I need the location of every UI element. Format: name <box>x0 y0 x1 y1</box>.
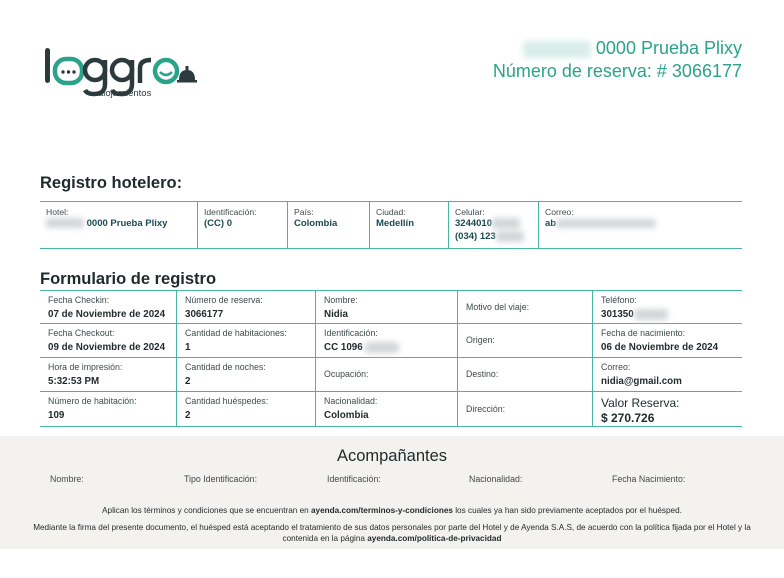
terms-text-end: los cuales ya han sido previamente aceptados por el huésped. <box>452 506 682 515</box>
privacy-link[interactable]: ayenda.com/politica-de-privacidad <box>367 533 502 543</box>
identificacion-label: Identificación: <box>204 207 257 217</box>
form-label: Número de habitación: <box>48 396 137 406</box>
form-label: Cantidad de noches: <box>185 362 266 372</box>
privacy-text: Mediante la firma del presente documento, el huésped está aceptando el tratamiento de sus datos personales por parte del Hotel y de Ayenda S.A.S, de acuerdo con la política fijada por el Hotel y la contenida en la página <box>33 523 751 543</box>
redacted-block <box>492 218 520 229</box>
ciudad-label: Ciudad: <box>376 207 406 217</box>
formulario-table <box>40 290 742 427</box>
form-cell-hora-impresion <box>40 358 177 392</box>
form-value: 2 <box>185 410 191 421</box>
celular-value: 3244010 <box>455 218 492 229</box>
form-label: Motivo del viaje: <box>466 301 530 312</box>
valor-reserva-value: $ 270.726 <box>601 411 655 425</box>
form-cell-origen <box>458 324 593 358</box>
form-cell-cantidad-huespedes <box>177 392 316 427</box>
pais-label: País: <box>294 207 314 217</box>
form-value: 109 <box>48 410 65 421</box>
form-label: Dirección: <box>466 403 506 414</box>
header-hotel-name: 0000 Prueba Plixy <box>595 38 742 58</box>
form-value: 06 de Noviembre de 2024 <box>601 342 719 353</box>
form-value: Nidia <box>324 309 348 320</box>
privacy-notice <box>30 523 754 544</box>
hotel-cell <box>40 202 198 248</box>
form-value: 2 <box>185 376 191 387</box>
form-cell-motivo-viaje <box>458 291 593 324</box>
acomp-col-nombre: Nombre: <box>50 474 84 484</box>
loggro-logo <box>42 44 212 100</box>
form-label: Cantidad de habitaciones: <box>185 328 287 338</box>
acompanantes-section <box>0 436 784 549</box>
correo-cell <box>539 202 742 248</box>
reservation-header <box>493 37 742 83</box>
acompanantes-title: Acompañantes <box>336 447 448 465</box>
form-value: 09 de Noviembre de 2024 <box>48 342 166 353</box>
form-value: 301350 <box>601 309 634 320</box>
redacted-block <box>523 41 591 58</box>
form-value: nidia@gmail.com <box>601 376 682 387</box>
acomp-col-tipo-identificacion: Tipo Identificación: <box>184 474 258 484</box>
form-value: Colombia <box>324 410 369 421</box>
form-cell-fecha-checkout <box>40 324 177 358</box>
form-label: Valor Reserva: <box>601 396 680 410</box>
form-cell-valor-reserva <box>593 392 742 427</box>
logo-subtitle: alojamientos <box>98 88 152 99</box>
form-label: Origen: <box>466 335 495 345</box>
form-cell-fecha-nacimiento <box>593 324 742 358</box>
terms-notice <box>30 506 754 517</box>
correo-label: Correo: <box>545 207 574 217</box>
form-cell-nombre <box>316 291 458 324</box>
form-cell-destino <box>458 358 593 392</box>
form-cell-cantidad-habitaciones <box>177 324 316 358</box>
terms-link[interactable]: ayenda.com/terminos-y-condiciones <box>310 506 453 515</box>
form-label: Ocupación: <box>324 369 369 379</box>
form-label: Número de reserva: <box>185 295 263 305</box>
hotel-value: 0000 Prueba Plixy <box>86 218 168 229</box>
form-cell-fecha-checkin <box>40 291 177 324</box>
form-cell-telefono <box>593 291 742 324</box>
hotel-label: Hotel: <box>46 207 69 217</box>
registro-hotelero-title: Registro hotelero: <box>40 174 183 192</box>
form-value: 1 <box>185 342 191 353</box>
form-cell-cantidad-noches <box>177 358 316 392</box>
form-label: Fecha Checkout: <box>48 328 115 338</box>
form-label: Hora de impresión: <box>48 362 123 372</box>
formulario-title: Formulario de registro <box>40 270 217 288</box>
loggro-logo-mark <box>42 44 212 100</box>
form-label: Fecha de nacimiento: <box>601 328 686 338</box>
form-value: 3066177 <box>185 309 224 320</box>
acomp-col-nacionalidad: Nacionalidad: <box>469 474 523 484</box>
celular-label: Celular: <box>455 207 485 217</box>
form-label: Nacionalidad: <box>324 396 378 406</box>
form-label: Cantidad huéspedes: <box>185 396 269 406</box>
identificacion-value: (CC) 0 <box>204 218 232 229</box>
redacted-block <box>496 231 524 242</box>
form-cell-direccion <box>458 392 593 427</box>
redacted-block <box>365 342 399 353</box>
form-value: 5:32:53 PM <box>48 376 100 387</box>
form-cell-ocupacion <box>316 358 458 392</box>
celular-cell <box>449 202 539 248</box>
acomp-col-identificacion: Identificación: <box>327 474 381 484</box>
ciudad-cell <box>370 202 449 248</box>
redacted-block <box>556 219 656 228</box>
form-label: Correo: <box>601 362 631 372</box>
pais-value: Colombia <box>294 218 338 229</box>
form-label: Destino: <box>466 369 499 379</box>
hotel-name-line <box>493 37 742 60</box>
ciudad-value: Medellín <box>376 218 415 229</box>
form-cell-nacionalidad <box>316 392 458 427</box>
form-label: Identificación: <box>324 328 378 338</box>
form-label: Fecha Checkin: <box>48 295 110 305</box>
form-cell-identificacion <box>316 324 458 358</box>
form-cell-numero-habitacion <box>40 392 177 427</box>
pais-cell <box>288 202 370 248</box>
registro-hotelero-table <box>40 201 742 249</box>
telefono-fijo-value: (034) 123 <box>455 231 496 242</box>
form-cell-numero-reserva <box>177 291 316 324</box>
header-reservation-number: Número de reserva: # 3066177 <box>492 61 742 81</box>
form-value: 07 de Noviembre de 2024 <box>48 309 166 320</box>
correo-value: ab <box>545 218 557 229</box>
identificacion-cell <box>198 202 288 248</box>
redacted-block <box>46 218 84 228</box>
terms-text: Aplican los términos y condiciones que se encuentran en <box>102 506 311 515</box>
redacted-block <box>634 309 668 320</box>
form-label: Nombre: <box>324 295 358 305</box>
form-value: CC 1096 <box>324 342 363 353</box>
form-cell-correo <box>593 358 742 392</box>
acomp-col-fecha-nacimiento: Fecha Nacimiento: <box>612 474 686 484</box>
form-label: Teléfono: <box>601 295 637 305</box>
